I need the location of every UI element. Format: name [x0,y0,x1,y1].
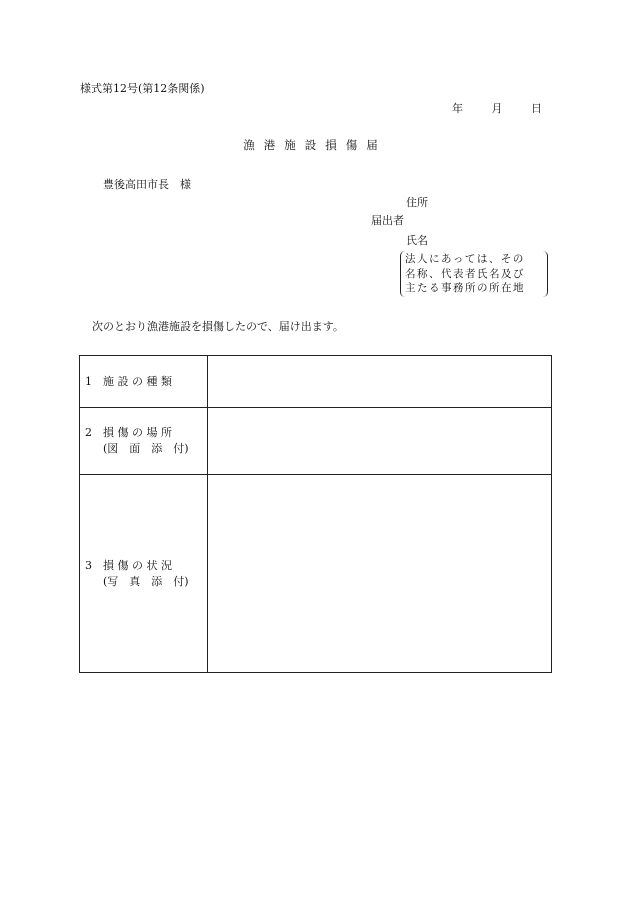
damage-location-sub: (図 面 添 付) [103,442,189,455]
damage-location-value[interactable] [208,408,552,475]
address-label: 住所 [406,196,428,209]
addressee: 豊後高田市長 様 [103,178,191,191]
damage-status-value[interactable] [208,475,552,673]
document-title: 漁港施設損傷届 [243,138,387,152]
date-day-label: 日 [531,102,542,115]
table-row-facility-type [80,356,552,408]
date-year-label: 年 [452,102,463,115]
damage-status-label: 3 損 傷 の 状 況 (写 真 添 付) [80,475,208,673]
info-table [79,355,552,673]
corporate-note-line: 法人にあっては、その [405,253,525,265]
table-row-damage-status [80,475,552,673]
notifier-label: 届出者 [371,214,404,227]
facility-type-label: 1 施 設 の 種 類 [80,356,208,408]
intro-text: 次のとおり漁港施設を損傷したので、届け出ます。 [92,320,344,333]
corporate-note-line: 主たる事務所の所在地 [405,282,525,294]
corporate-note-line: 名称、代表者氏名及び [405,267,525,280]
corporate-note [400,251,548,297]
facility-type-value[interactable] [208,356,552,408]
name-label: 氏名 [406,234,428,247]
form-number: 様式第12号(第12条関係) [80,82,205,95]
date-line [452,100,542,116]
damage-status-sub: (写 真 添 付) [103,574,189,588]
table-row-damage-location [80,408,552,475]
date-month-label: 月 [491,102,503,115]
damage-location-label: 2 損 傷 の 場 所 (図 面 添 付) [80,408,208,475]
